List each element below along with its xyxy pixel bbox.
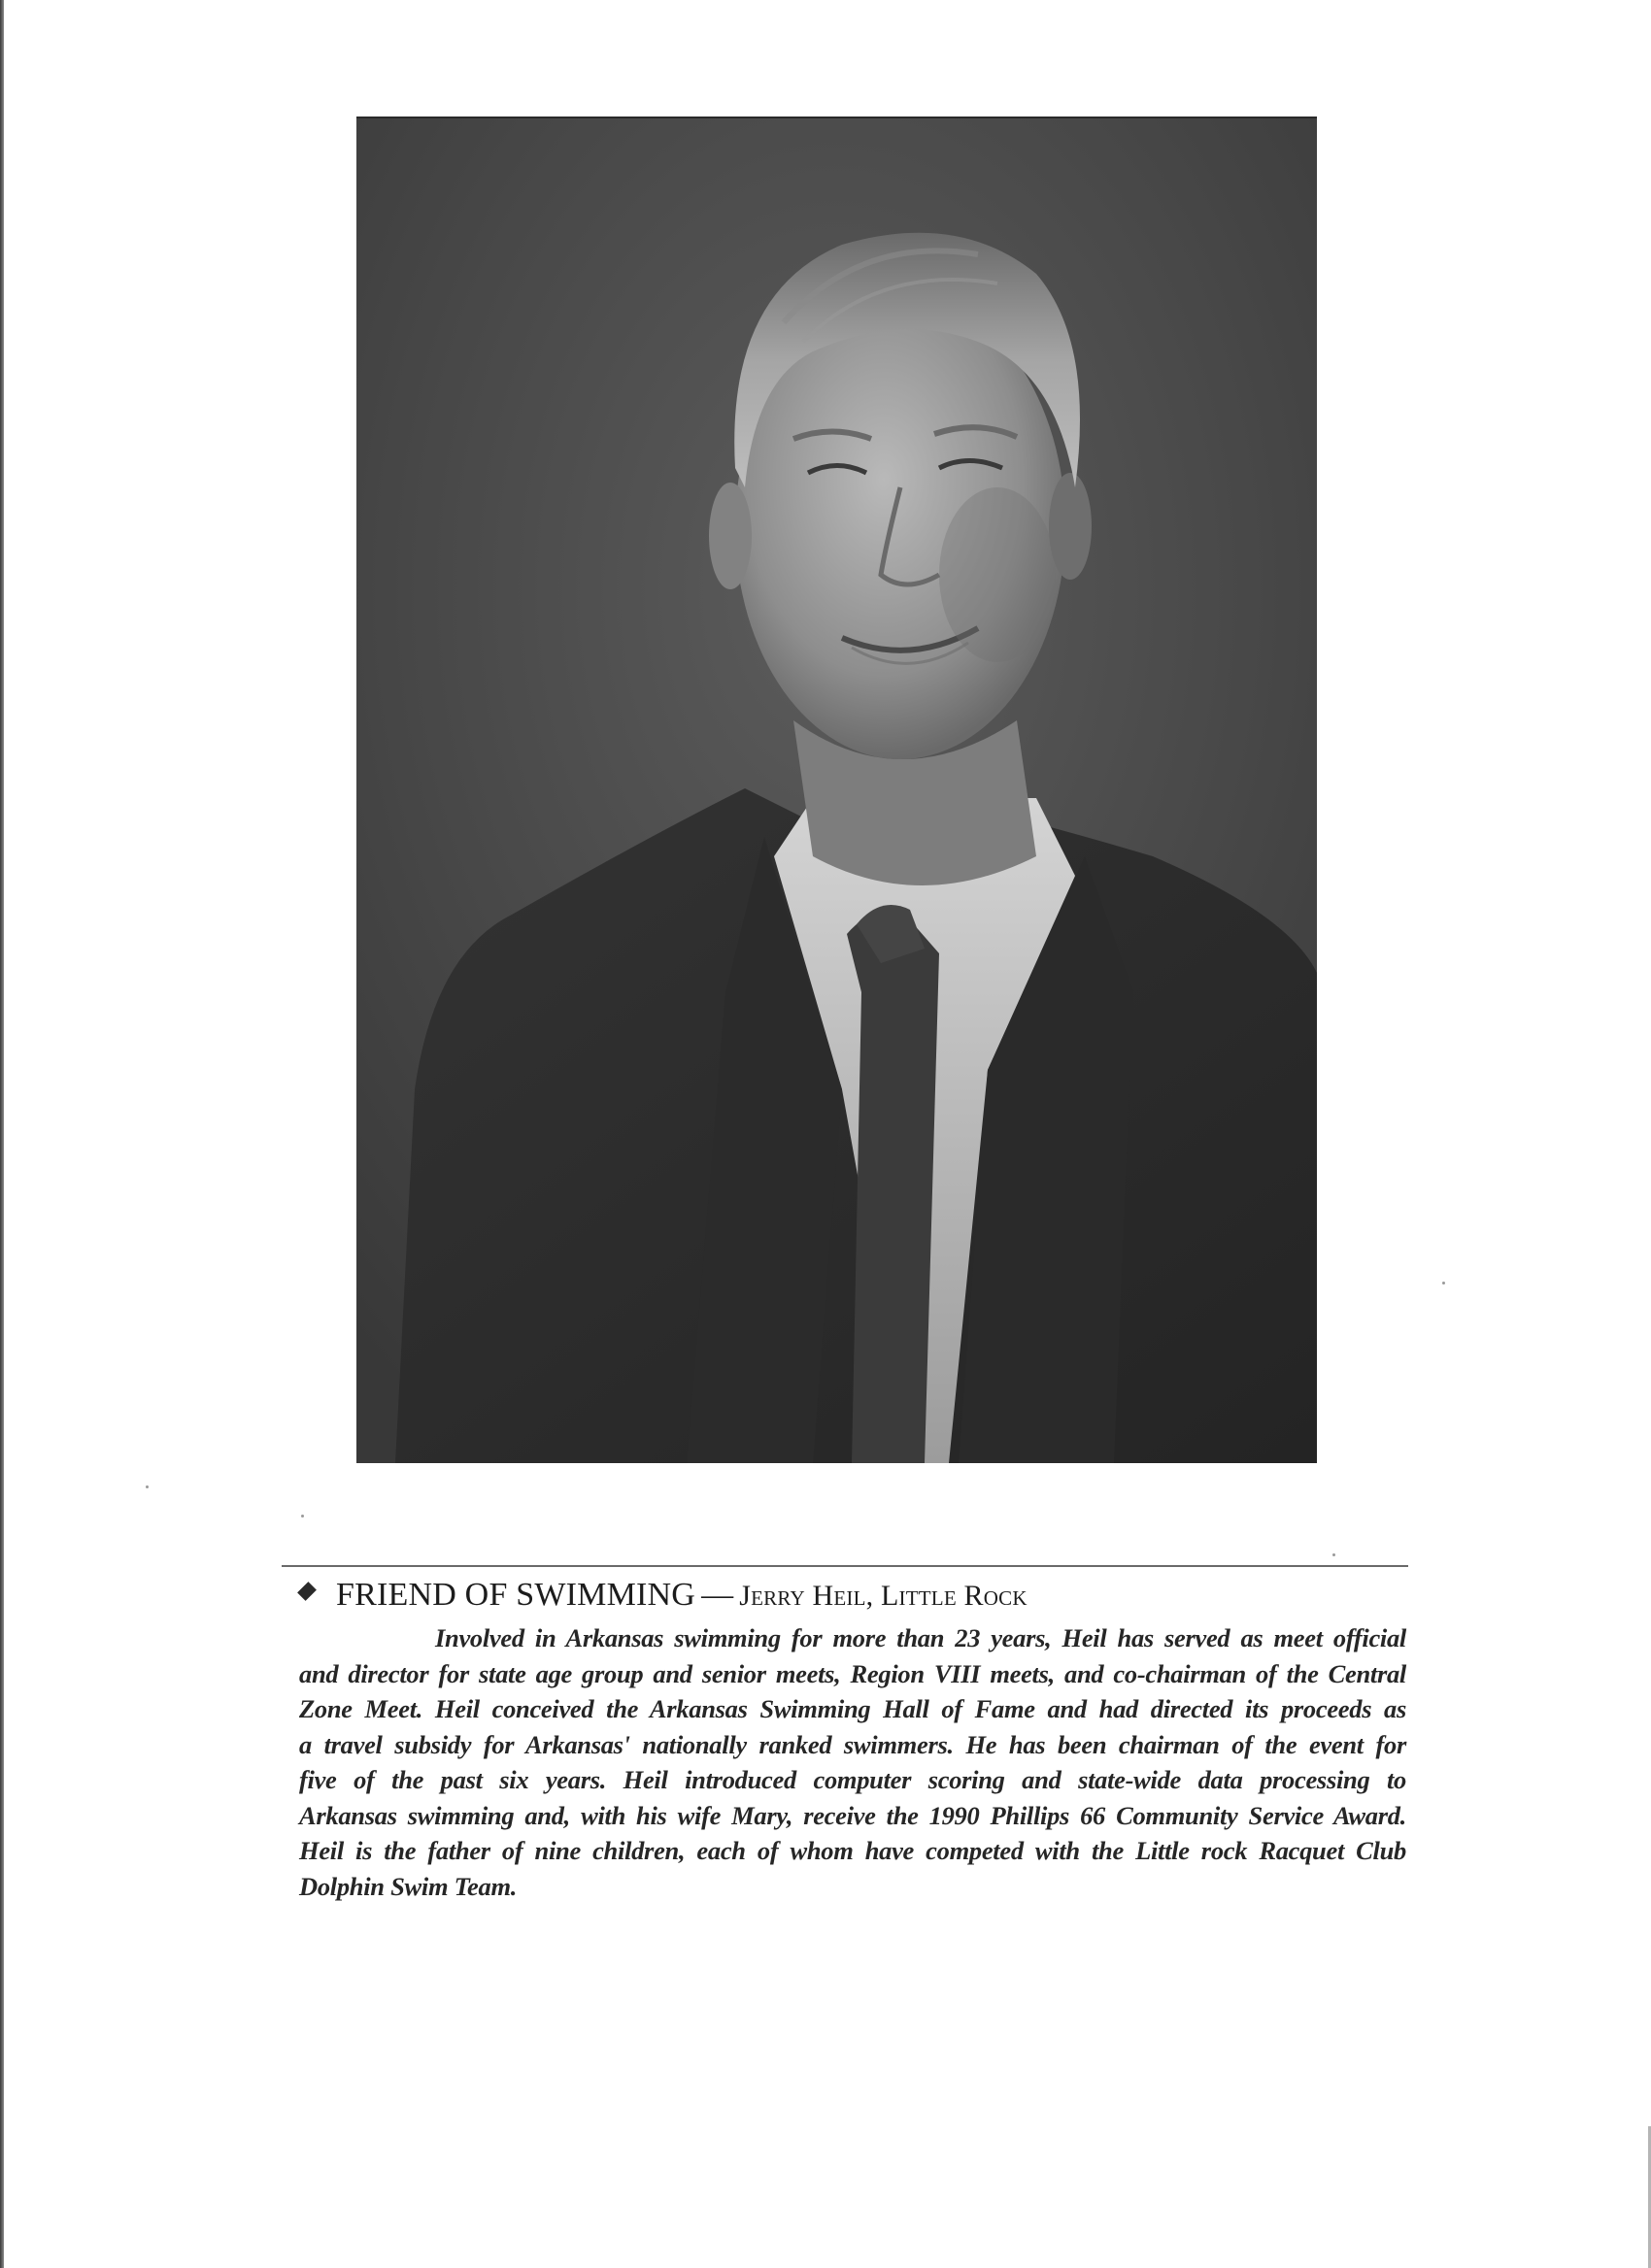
award-category: FRIEND OF SWIMMING (336, 1577, 696, 1613)
body-line: Zone Meet. Heil conceived the Arkansas Swimming Hall of Fame and had directed its proceeds as (299, 1694, 1406, 1723)
scan-speck (146, 1485, 149, 1488)
body-line: Arkansas swimming and, with his wife Mary, receive the 1990 Phillips 66 Community Service Award. (299, 1800, 1406, 1830)
portrait-photo (356, 117, 1317, 1463)
portrait-illustration (356, 118, 1317, 1463)
body-line: and director for state age group and senior meets, Region VIII meets, and co-chairman of the Central (299, 1658, 1406, 1688)
body-line: five of the past six years. Heil introduced computer scoring and state-wide data processing to (299, 1765, 1406, 1794)
caption-block (282, 1575, 1408, 1904)
caption-divider-rule (282, 1565, 1408, 1567)
diamond-icon (297, 1582, 317, 1601)
honoree-name-location: Jerry Heil, Little Rock (739, 1580, 1028, 1612)
scan-speck (1442, 1282, 1445, 1284)
body-line: Heil is the father of nine children, each of whom have competed with the Little rock Racquet Club (299, 1836, 1406, 1865)
caption-heading (299, 1575, 1408, 1617)
scan-speck (1332, 1553, 1335, 1556)
body-line: Dolphin Swim Team. (299, 1871, 518, 1901)
body-line: Involved in Arkansas swimming for more than 23 years, Heil has served as meet official (435, 1623, 1406, 1652)
body-line: a travel subsidy for Arkansas' nationally ranked swimmers. He has been chairman of the event for (299, 1729, 1406, 1759)
heading-dash: — (701, 1578, 734, 1613)
scan-speck (301, 1515, 304, 1518)
scan-edge-left (0, 0, 4, 2268)
caption-body (299, 1620, 1406, 1904)
